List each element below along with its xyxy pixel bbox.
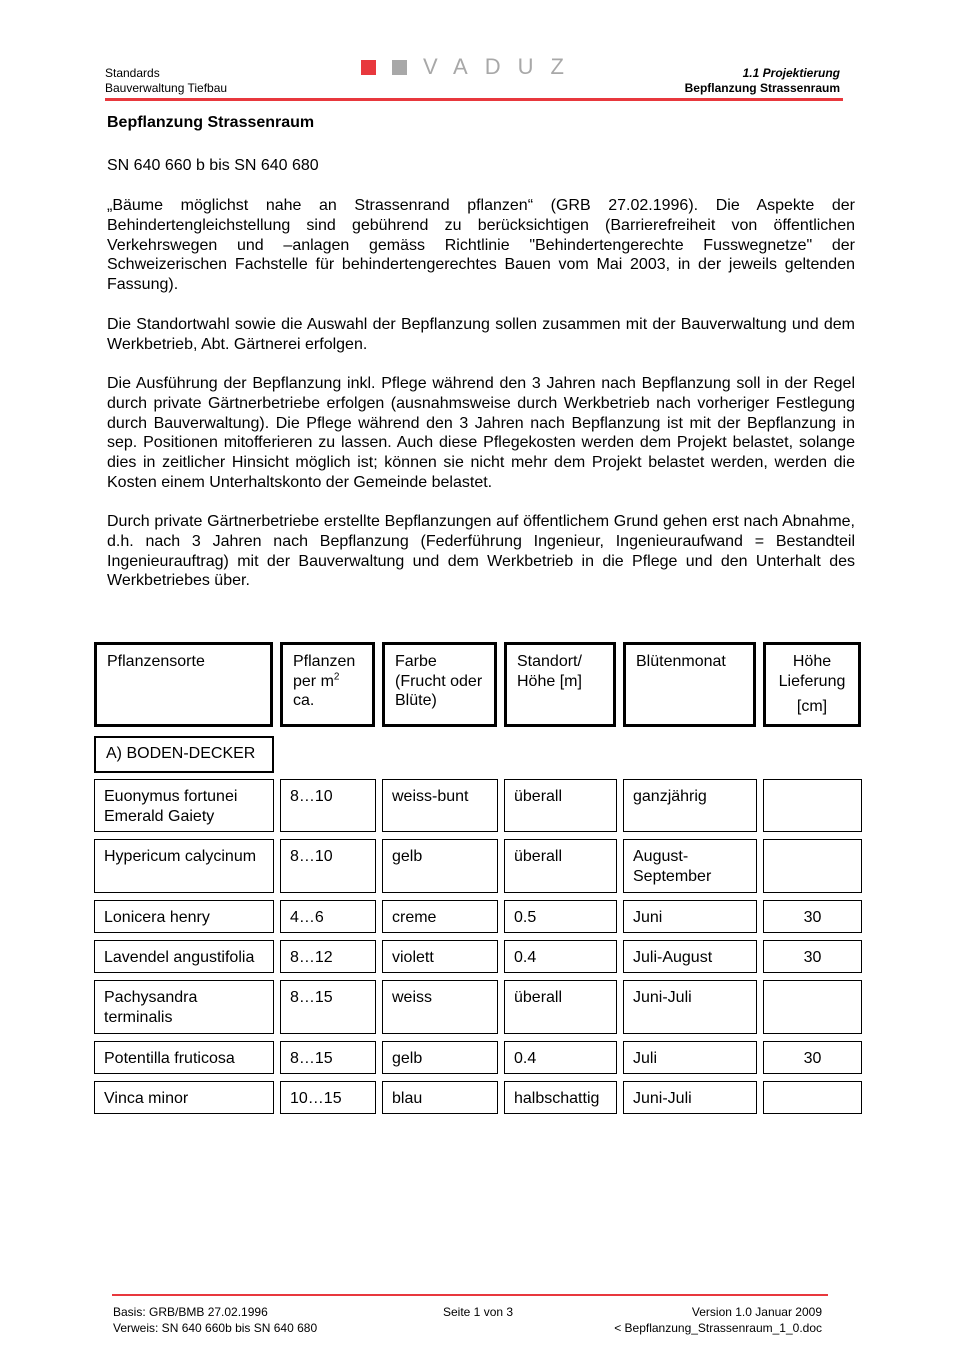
- cell-text: überall: [514, 989, 563, 1006]
- header-text: per m: [293, 672, 334, 690]
- cell-text: 0.5: [514, 909, 537, 926]
- cell-text: gelb: [392, 848, 423, 865]
- footer-divider: [112, 1294, 828, 1296]
- cell-text: September: [633, 867, 712, 885]
- header-text: ca.: [293, 692, 315, 709]
- table-cell-monat: [623, 940, 757, 973]
- header-text: Lieferung: [778, 672, 846, 690]
- table-cell-standort: [504, 839, 617, 893]
- table-cell-farbe: [382, 779, 498, 832]
- vaduz-logo: [361, 54, 581, 80]
- cell-text: Vinca minor: [104, 1090, 189, 1107]
- cell-text: Lonicera henry: [104, 909, 210, 926]
- table-cell-monat: [623, 1081, 757, 1114]
- table-cell-standort: [504, 1041, 617, 1074]
- table-cell-monat: [623, 1041, 757, 1074]
- cell-text: gelb: [392, 1050, 423, 1067]
- paragraph: „Bäume möglichst nahe an Strassenrand pflanzen“ (GRB 27.02.1996). Die Aspekte der Behindertengleichstellung sind gebührend zu berücksichtigen (Barrierefreiheit von öffentlichen Verkehrswegen und –anlagen gemäss Richtlinie "Behindertengerechte Fusswegnetze" der Schweizerischen Fachstelle für behindertengerechtes Bauen vom Mai 2003, in der jeweils geltenden Fassung).: [107, 197, 855, 294]
- table-cell-standort: [504, 900, 617, 933]
- cell-text: 8…10: [290, 848, 333, 865]
- cell-text: Juni: [633, 909, 663, 926]
- header-cell-hoehe: [763, 642, 861, 727]
- table-cell-per_m2: [280, 900, 376, 933]
- cell-text: ganzjährig: [633, 788, 707, 805]
- header-cell-farbe: [382, 642, 497, 727]
- superscript: 2: [333, 671, 340, 683]
- footer-filename: < Bepflanzung_Strassenraum_1_0.doc: [614, 1320, 822, 1335]
- header-text: [cm]: [796, 698, 828, 715]
- table-cell-hoehe: [763, 900, 862, 933]
- table-cell-per_m2: [280, 1081, 376, 1114]
- header-text: Blütenmonat: [636, 653, 726, 670]
- paragraph: Die Standortwahl sowie die Auswahl der Bepflanzung sollen zusammen mit der Bauverwaltung und dem Werkbetrieb, Abt. Gärtnerei erfolgen.: [107, 316, 855, 353]
- header-standards: Standards: [105, 66, 160, 80]
- cell-text: Pachysandra: [104, 989, 198, 1006]
- cell-text: Euonymus fortunei: [104, 788, 238, 805]
- cell-text: Potentilla fruticosa: [104, 1050, 235, 1067]
- table-cell-name: [94, 1041, 274, 1074]
- table-cell-hoehe: [763, 940, 862, 973]
- header-cell-standort: [504, 642, 616, 727]
- cell-text: Lavendel angustifolia: [104, 949, 255, 966]
- footer-right: [614, 1305, 822, 1336]
- table-cell-per_m2: [280, 940, 376, 973]
- cell-text: violett: [392, 949, 434, 966]
- header-department: Bauverwaltung Tiefbau: [105, 81, 228, 95]
- table-cell-hoehe: [763, 1081, 862, 1114]
- header-text: [293, 672, 362, 692]
- table-cell-standort: [504, 940, 617, 973]
- table-cell-standort: [504, 779, 617, 832]
- header-cell-bluetenmonat: [623, 642, 756, 727]
- header-cell-pflanzensorte: [94, 642, 273, 727]
- table-cell-name: [94, 900, 274, 933]
- header-cell-pflanzen: [280, 642, 375, 727]
- logo-grey-square: [392, 60, 407, 75]
- cell-text: creme: [392, 909, 437, 926]
- table-cell-per_m2: [280, 1041, 376, 1074]
- table-cell-standort: [504, 1081, 617, 1114]
- cell-text: halbschattig: [514, 1090, 600, 1107]
- cell-text: 0.4: [514, 1050, 537, 1067]
- cell-text: Juni-Juli: [633, 1090, 692, 1107]
- cell-text: 30: [803, 1050, 822, 1067]
- table-cell-farbe: [382, 1081, 498, 1114]
- cell-text: überall: [514, 848, 563, 865]
- footer-basis: Basis: GRB/BMB 27.02.1996: [113, 1305, 268, 1319]
- table-cell-per_m2: [280, 980, 376, 1034]
- cell-text: Juli-August: [633, 949, 713, 966]
- cell-text: 4…6: [290, 909, 324, 926]
- table-cell-farbe: [382, 839, 498, 893]
- table-cell-farbe: [382, 1041, 498, 1074]
- cell-text: Juli: [633, 1050, 658, 1067]
- header-text: Höhe: [792, 653, 832, 670]
- header-text: (Frucht oder: [395, 672, 483, 690]
- table-cell-farbe: [382, 900, 498, 933]
- table-cell-monat: [623, 900, 757, 933]
- table-cell-per_m2: [280, 779, 376, 832]
- header-left: [105, 66, 227, 96]
- section-label: [94, 736, 274, 773]
- table-cell-hoehe: [763, 779, 862, 832]
- cell-text: 30: [803, 909, 822, 926]
- header-text: Pflanzen: [293, 653, 356, 670]
- section-text: A) BODEN-DECKER: [106, 745, 256, 762]
- cell-text: 10…15: [290, 1090, 342, 1107]
- table-cell-farbe: [382, 980, 498, 1034]
- header-text: Farbe: [395, 653, 437, 670]
- table-cell-farbe: [382, 940, 498, 973]
- table-cell-hoehe: [763, 1041, 862, 1074]
- table-cell-name: [94, 1081, 274, 1114]
- table-cell-monat: [623, 779, 757, 832]
- cell-text: 0.4: [514, 949, 537, 966]
- table-cell-name: [94, 779, 274, 832]
- cell-text: 8…10: [290, 788, 333, 805]
- table-cell-standort: [504, 980, 617, 1034]
- header-right: [685, 66, 840, 96]
- table-cell-monat: [623, 980, 757, 1034]
- cell-text: Juni-Juli: [633, 989, 692, 1006]
- header-divider: [105, 98, 843, 101]
- header-text: Höhe [m]: [517, 672, 582, 690]
- cell-text: weiss: [392, 989, 433, 1006]
- table-cell-name: [94, 839, 274, 893]
- table-cell-name: [94, 940, 274, 973]
- logo-red-square: [361, 60, 376, 75]
- logo-wordmark: VADUZ: [423, 54, 581, 79]
- footer-verweis: Verweis: SN 640 660b bis SN 640 680: [113, 1320, 318, 1335]
- paragraph: Durch private Gärtnerbetriebe erstellte Bepflanzungen auf öffentlichem Grund gehen erst nach Abnahme, d.h. nach 3 Jahren nach Bepflanzung (Federführung Ingenieur, Ingenieuraufwand = Bestandteil Ingenieurauftrag) mit der Bauverwaltung und dem Werkbetrieb in die Pflege und den Unterhalt des Werkbetriebes über.: [107, 513, 855, 590]
- header-text: Pflanzensorte: [107, 653, 205, 670]
- table-cell-per_m2: [280, 839, 376, 893]
- table-cell-hoehe: [763, 980, 862, 1034]
- cell-text: blau: [392, 1090, 423, 1107]
- cell-text: 8…15: [290, 1050, 333, 1067]
- table-cell-name: [94, 980, 274, 1034]
- header-text: Standort/: [517, 653, 582, 670]
- cell-text: 8…15: [290, 989, 333, 1006]
- cell-text: überall: [514, 788, 563, 805]
- cell-text: 8…12: [290, 949, 333, 966]
- cell-text: Emerald Gaiety: [104, 807, 215, 825]
- footer-version: Version 1.0 Januar 2009: [691, 1305, 822, 1319]
- table-cell-monat: [623, 839, 757, 893]
- cell-text: weiss-bunt: [392, 788, 469, 805]
- paragraph: Die Ausführung der Bepflanzung inkl. Pflege während den 3 Jahren nach Bepflanzung soll in der Regel durch private Gärtnerbetriebe erfolgen (ausnahmsweise durch Werkbetrieb nach vorheriger Festlegung durch Bauverwaltung). Die Pflege während den 3 Jahren nach Bepflanzung ist mit der Bepflanzung in sep. Positionen mitofferieren zu lassen. Auch diese Pflegekosten werden dem Projekt belastet, solange dies in zeitlicher Hinsicht möglich ist; können sie nicht mehr dem Projekt belastet werden, werden die Kosten einem Unterhaltskonto der Gemeinde belastet.: [107, 375, 855, 491]
- table-cell-hoehe: [763, 839, 862, 893]
- footer-left: [113, 1305, 317, 1336]
- header-section: 1.1 Projektierung: [742, 66, 840, 80]
- header-topic: Bepflanzung Strassenraum: [684, 81, 840, 95]
- cell-text: Hypericum calycinum: [104, 848, 257, 865]
- cell-text: August-: [633, 848, 689, 865]
- document-subtitle: SN 640 660 b bis SN 640 680: [107, 157, 319, 174]
- cell-text: terminalis: [104, 1008, 173, 1026]
- header-text: Blüte): [395, 692, 437, 709]
- document-title: Bepflanzung Strassenraum: [107, 114, 315, 131]
- footer-page-number: Seite 1 von 3: [443, 1305, 514, 1319]
- cell-text: 30: [803, 949, 822, 966]
